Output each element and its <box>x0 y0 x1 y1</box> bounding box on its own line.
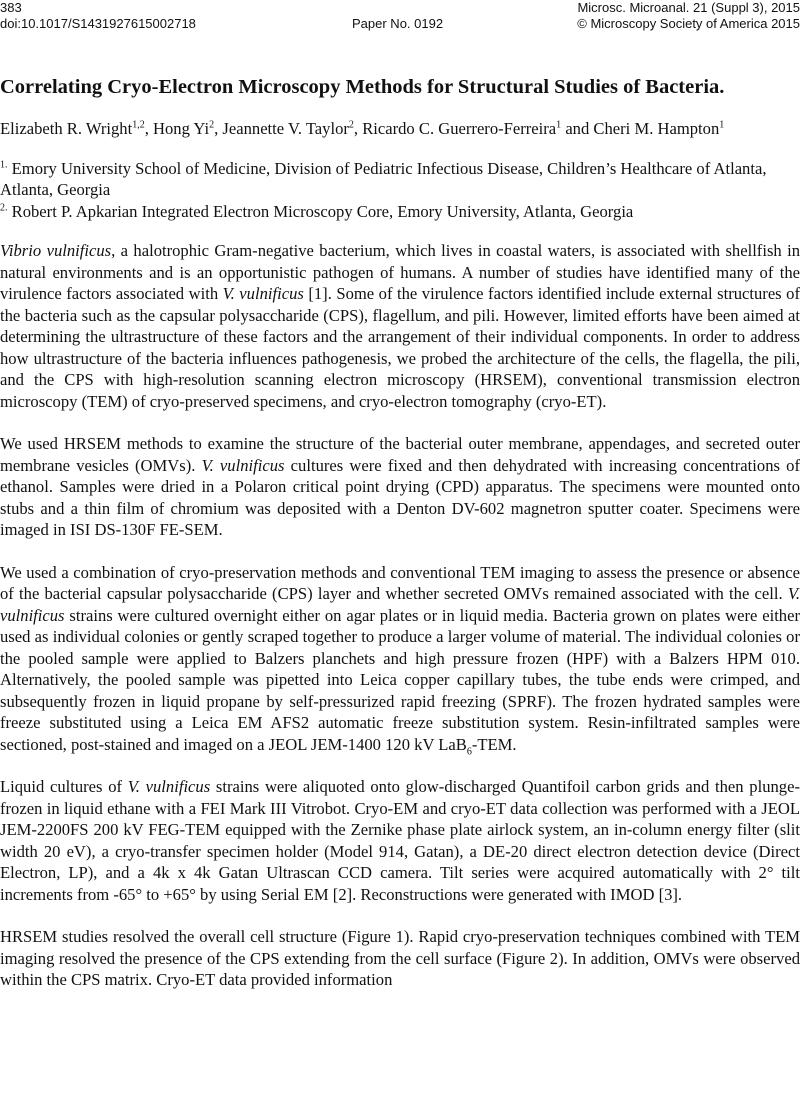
species-name: V. vulnificus <box>222 284 304 303</box>
author-affil-mark: 1 <box>556 119 562 131</box>
paragraph-text: We used HRSEM methods to examine the structure of the bacterial outer membrane, appendages, and secreted outer membrane vesicles (OMVs). <box>0 434 800 475</box>
species-name: V. vulnificus <box>0 584 800 625</box>
affiliation-2 <box>0 201 800 223</box>
body-paragraph-3 <box>0 562 800 756</box>
affiliation-mark: 2. <box>0 201 8 213</box>
author-affil-mark: 1 <box>719 119 725 131</box>
species-name: V. vulnificus <box>127 777 211 796</box>
author-list <box>0 118 800 140</box>
affiliation-text: Emory University School of Medicine, Division of Pediatric Infectious Disease, Children’s Healthcare of Atlanta, Atlanta, Georgia <box>0 158 767 199</box>
paragraph-text: -TEM. <box>471 734 517 754</box>
body-paragraph-2 <box>0 433 800 541</box>
header-left <box>0 0 196 32</box>
species-name: V. vulnificus <box>201 455 285 475</box>
affiliation-list <box>0 158 800 223</box>
paragraph-text: , a halotrophic Gram-negative bacterium, which lives in coastal waters, is associated with shellfish in natural environments and is an opportunistic pathogen of humans. A number of studies have identified many of the virulence factors associated with <box>0 241 800 303</box>
paragraph-text: We used a combination of cryo-preservation methods and conventional TEM imaging to assess the presence or absence of the bacterial capsular polysaccharide (CPS) layer and whether secreted OMVs remained associated with the cell. <box>0 562 800 603</box>
body-paragraph-5 <box>0 926 800 991</box>
copyright: © Microscopy Society of America 2015 <box>577 16 800 31</box>
author-affil-mark: 2 <box>348 119 354 131</box>
page-number: 383 <box>0 0 22 15</box>
author-name: , Jeannette V. Taylor <box>214 119 349 138</box>
paragraph-text: strains were cultured overnight either on agar plates or in liquid media. Bacteria grown on plates were either used as individual colonies or gently scraped together to produce a larger volume of material. The individual colonies or the pooled sample were applied to Balzers planchets and high pressure frozen (HPF) with a Balzers HPM 010. Alternatively, the pooled sample was pipetted into Leica copper capillary tubes, the tube ends were crimped, and subsequently frozen in liquid propane by self-pressurized rapid freezing (SPRF). The frozen hydrated samples were freeze substituted using a Leica EM AFS2 automatic freeze substitution system. Resin-infiltrated samples were sectioned, post-stained and imaged on a JEOL JEM-1400 120 kV LaB <box>0 605 800 754</box>
author-name: and Cheri M. Hampton <box>561 119 720 138</box>
journal-citation: Microsc. Microanal. 21 (Suppl 3), 2015 <box>577 0 800 15</box>
paragraph-text: strains were aliquoted onto glow-discharged Quantifoil carbon grids and then plunge-frozen in liquid ethane with a FEI Mark III Vitrobot. Cryo-EM and cryo-ET data collection was performed with a JEOL JEM-2200FS 200 kV FEG-TEM equipped with the Zernike phase plate airlock system, an in-column energy filter (slit width 20 eV), a cryo-transfer specimen holder (Model 914, Gatan), a DE-20 direct electron detection device (Direct Electron, LP), and a 4k x 4k Gatan Ultrascan CCD camera. Tilt series were acquired automatically with 2° tilt increments from -65° to +65° by using Serial EM [2]. Reconstructions were generated with IMOD [3]. <box>0 777 800 904</box>
doi: doi:10.1017/S1431927615002718 <box>0 16 196 31</box>
author-affil-mark: 2 <box>209 119 215 131</box>
paragraph-text: Liquid cultures of <box>0 777 128 796</box>
author-name: , Ricardo C. Guerrero-Ferreira <box>353 119 557 138</box>
paper-number: Paper No. 0192 <box>352 16 444 31</box>
paragraph-text: [1]. Some of the virulence factors identified include external structures of the bacteria such as the capsular polysaccharide (CPS), flagellum, and pili. However, limited efforts have been aimed at determining the ultrastructure of these factors and the arrangement of their individual components. In order to address how ultrastructure of the bacteria influences pathogenesis, we probed the architecture of the cells, the flagella, the pili, and the CPS with high-resolution scanning electron microscopy (HRSEM), conventional transmission electron microscopy (TEM) of cryo-preserved specimens, and cryo-electron tomography (cryo-ET). <box>0 284 800 411</box>
body-paragraph-1 <box>0 240 800 412</box>
paragraph-text: HRSEM studies resolved the overall cell structure (Figure 1). Rapid cryo-preservation techniques combined with TEM imaging resolved the presence of the CPS extending from the cell surface (Figure 2). In addition, OMVs were observed within the CPS matrix. Cryo-ET data provided information <box>0 927 800 989</box>
author-name: Elizabeth R. Wright <box>0 119 133 138</box>
species-name: Vibrio vulnificus <box>0 241 112 260</box>
page-header <box>0 0 800 40</box>
paragraph-text: cultures were fixed and then dehydrated with increasing concentrations of ethanol. Samples were dried in a Polaron critical point drying (CPD) apparatus. The specimens were mounted onto stubs and a thin film of chromium was deposited with a Denton DV-602 magnetron sputter coater. Specimens were imaged in ISI DS-130F FE-SEM. <box>0 455 800 539</box>
header-right <box>577 0 800 32</box>
affiliation-mark: 1. <box>0 158 8 170</box>
affiliation-text: Robert P. Apkarian Integrated Electron Microscopy Core, Emory University, Atlanta, Georgia <box>7 201 634 221</box>
subscript: 6 <box>466 745 472 757</box>
author-affil-mark: 1,2 <box>132 119 145 131</box>
article-content <box>0 74 800 991</box>
affiliation-1 <box>0 158 800 201</box>
paper-title: Correlating Cryo-Electron Microscopy Methods for Structural Studies of Bacteria. <box>0 76 725 98</box>
body-paragraph-4 <box>0 776 800 905</box>
author-name: , Hong Yi <box>144 119 210 138</box>
